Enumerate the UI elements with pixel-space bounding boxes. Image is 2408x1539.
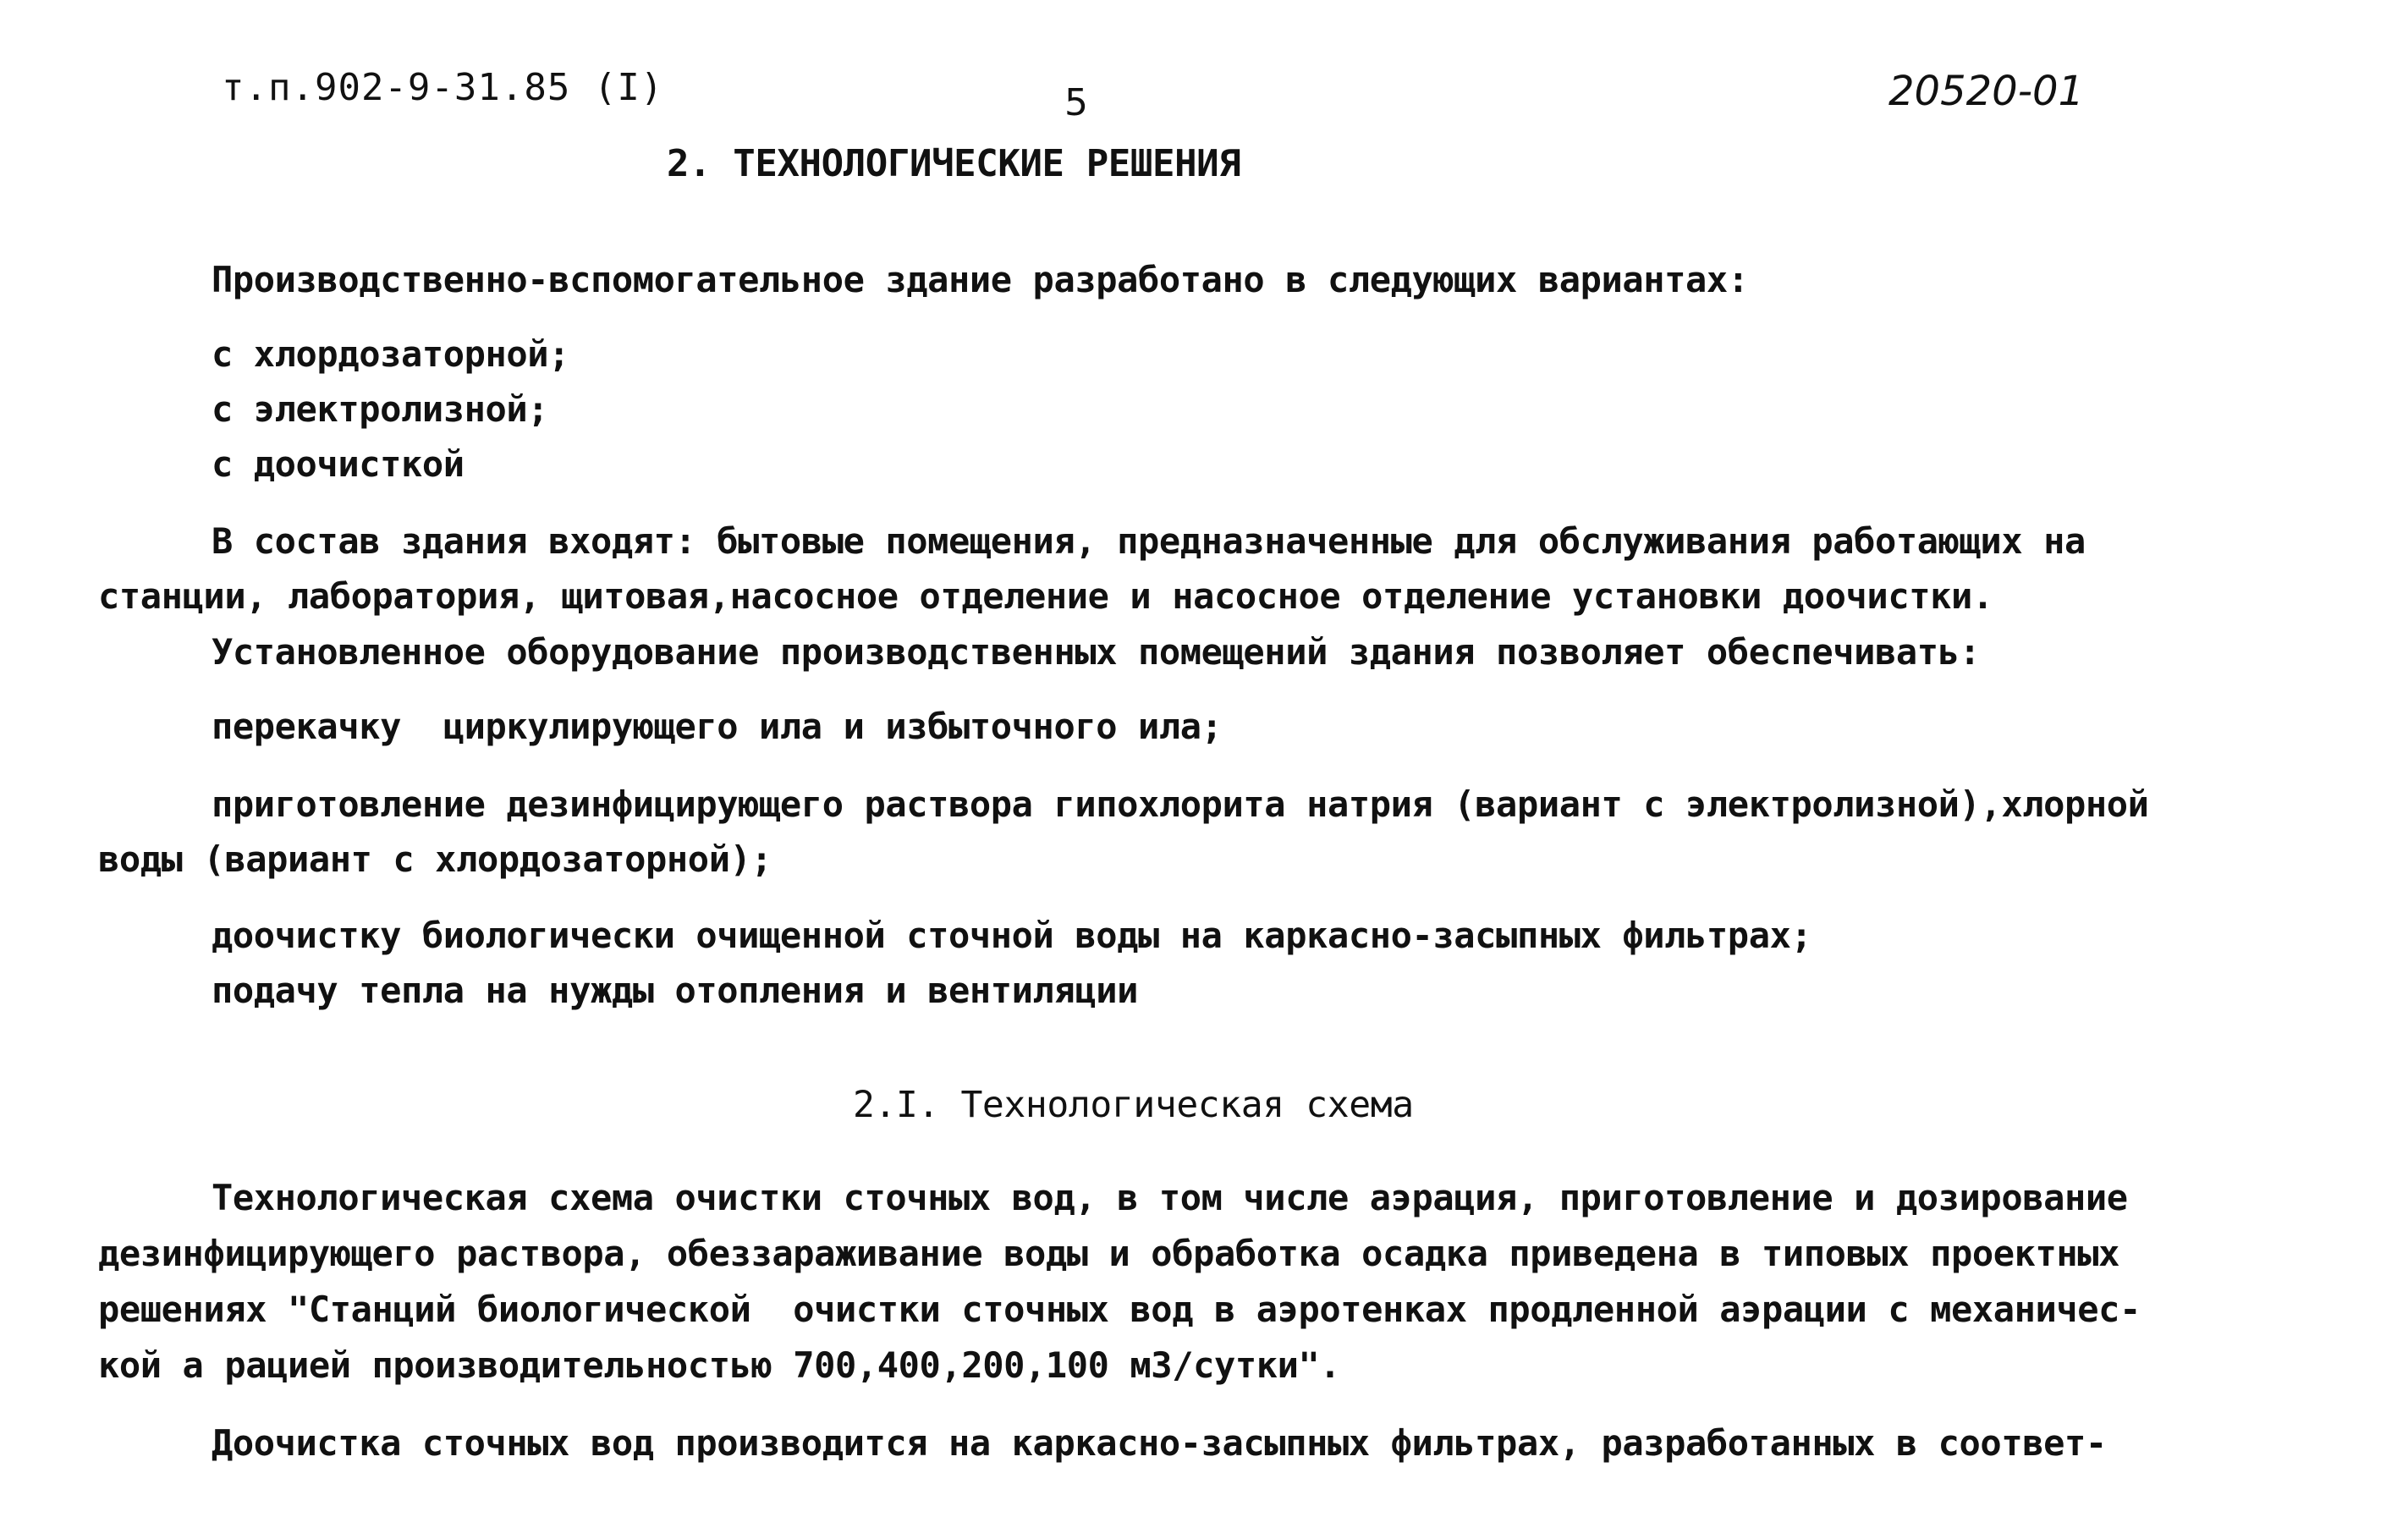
capability-heat: подачу тепла на нужды отопления и вентиляции — [212, 970, 1138, 1011]
document-code: т.п.902-9-31.85 (I) — [222, 66, 664, 109]
capability-preparation: приготовление дезинфицирующего раствора гипохлорита натрия (вариант с электролизной),хлорной — [212, 783, 2149, 825]
equipment-intro: Установленное оборудование производственных помещений здания позволяет обеспечивать: — [212, 631, 1981, 673]
subsection-paragraph-line: кой а рацией производительностью 700,400,200,100 м3/сутки". — [98, 1344, 1341, 1386]
section-title: 2. ТЕХНОЛОГИЧЕСКИЕ РЕШЕНИЯ — [667, 142, 1241, 185]
capability-preparation: воды (вариант с хлордозаторной); — [98, 838, 772, 880]
page-number: 5 — [1064, 81, 1088, 124]
subsection-paragraph-line: Технологическая схема очистки сточных вод, в том числе аэрация, приготовление и дозирование — [212, 1177, 2128, 1218]
subsection-paragraph-line: решениях "Станций биологической очистки сточных вод в аэротенках продленной аэрации с механичес- — [98, 1289, 2141, 1330]
subsection-paragraph-line: дезинфицирующего раствора, обеззараживание воды и обработка осадка приведена в типовых проектных — [98, 1233, 2120, 1274]
sheet-code: 20520-01 — [1888, 68, 2085, 115]
subsection-title: 2.I. Технологическая схема — [853, 1084, 1414, 1126]
variant-item: с хлордозаторной; — [212, 333, 570, 375]
composition-line: станции, лаборатория, щитовая,насосное отделение и насосное отделение установки доочистки. — [98, 575, 1993, 617]
capability-post-treatment: доочистку биологически очищенной сточной воды на каркасно-засыпных фильтрах; — [212, 915, 1812, 956]
subsection-last-line: Доочистка сточных вод производится на каркасно-засыпных фильтрах, разработанных в соответ- — [212, 1422, 2107, 1464]
variant-item: с электролизной; — [212, 388, 549, 430]
variant-item: с доочисткой — [212, 443, 465, 485]
capability-pumping: перекачку циркулирующего ила и избыточного ила; — [212, 706, 1223, 747]
composition-line: В состав здания входят: бытовые помещения, предназначенные для обслуживания работающих на — [212, 520, 2086, 562]
section-intro: Производственно-вспомогательное здание разработано в следующих вариантах: — [212, 259, 1749, 300]
